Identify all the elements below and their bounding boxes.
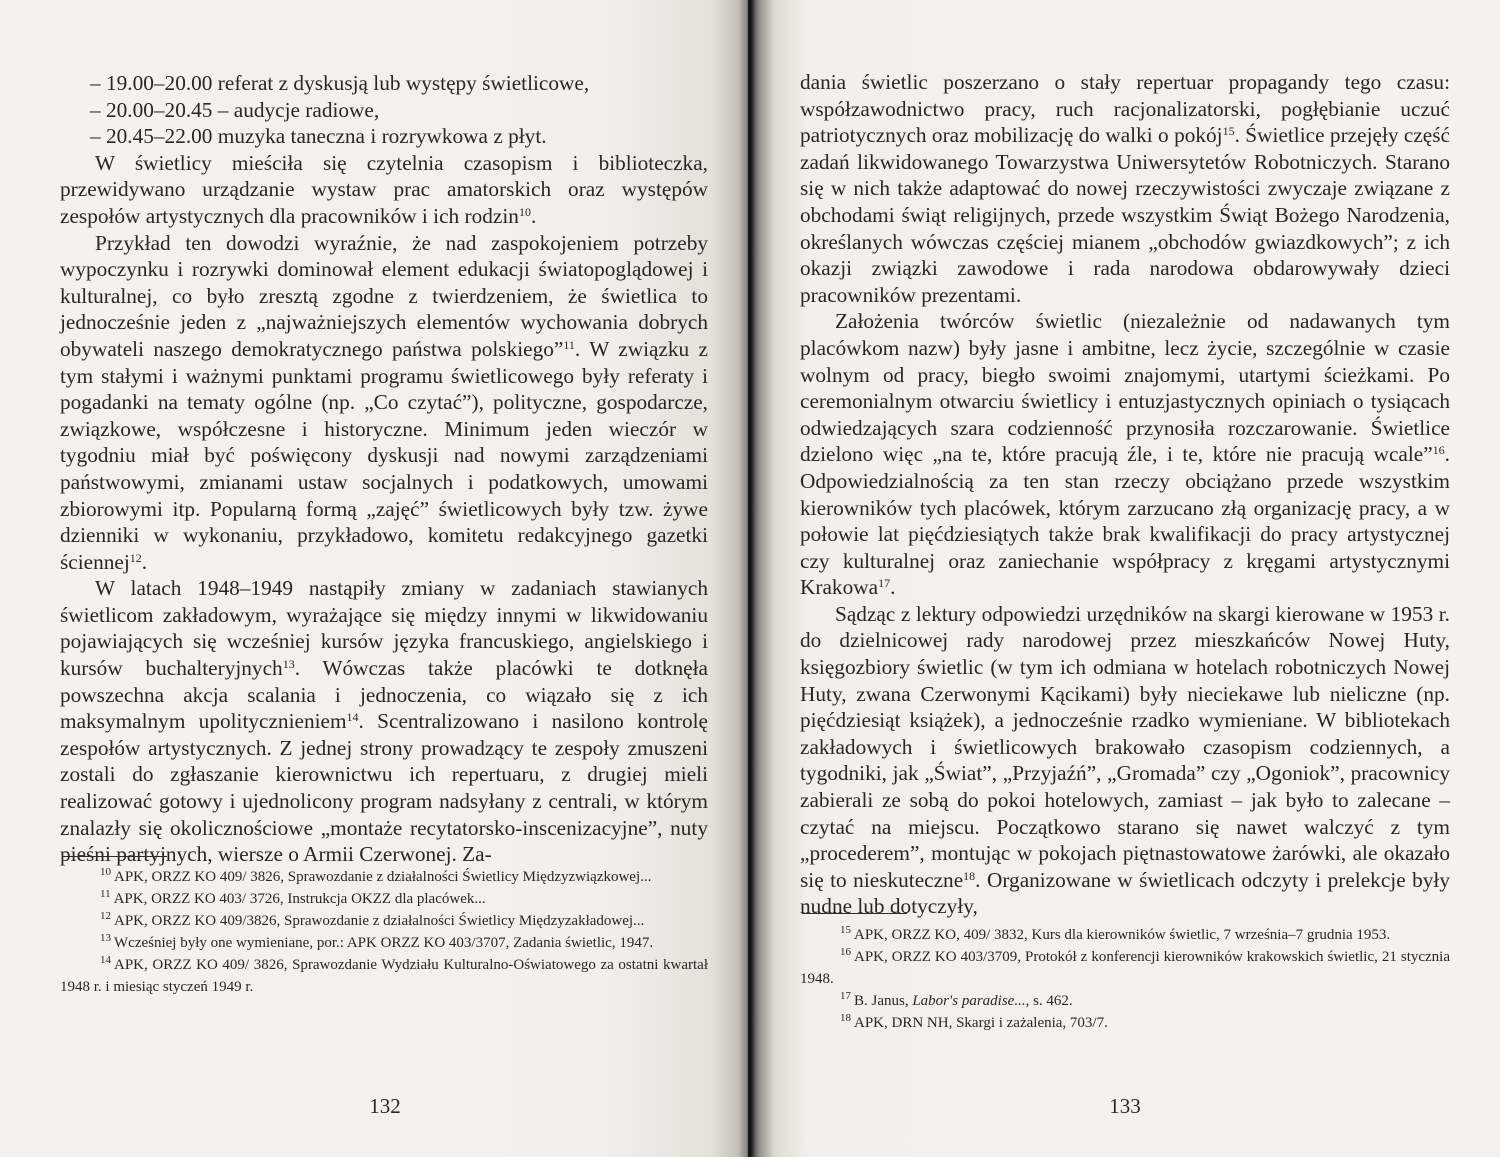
paragraph: Sądząc z lektury odpowiedzi urzędników na skargi kierowane w 1953 r. do dzielnicowej rady narodowej przez mieszkańców Nowej Huty, księgozbiory świetlic (w tym ich odmiana w hotelach robotniczych Nowej Huty, zwana Czerwonymi Kącikami) były nieciekawe lub nieliczne (np. pięćdziesiąt książek), a jednocześnie rzadko wymieniane. W bibliotekach zakładowych i świetlicowych brakowało czasopism codziennych, a tygodniki, jak „Świat”, „Przyjaźń”, „Gromada” czy „Ogoniok”, pracownicy zabierali ze sobą do pokoi hotelowych, zamiast – jak było to zalecane – czytać na miejscu. Początkowo starano się nawet walczyć z tym „procederem”, montując w pokojach piętnastowatowe żarówki, ale okazało się to nieskuteczne$^{18}$. Organizowane w świetlicach odczyty i prelekcje były nudne lub dotyczyły, xyxy=(800,601,1450,919)
paragraph: dania świetlic poszerzano o stały repertuar propagandy tego czasu: współzawodnictwo pracy, ruch racjonalizatorski, pogłębianie uczuć patriotycznych oraz mobilizację do walki o pokój$^{15}$. Świetlice przejęły część zadań likwidowanego Towarzystwa Uniwersytetów Robotniczych. Starano się w nich także adaptować do nowej rzeczywistości zwyczaje związane z obchodami świąt religijnych, przede wszystkim Świąt Bożego Narodzenia, określanych wówczas częściej mianem „obchodów gwiazdkowych”; z ich okazji związki zawodowe i rada narodowa obdarowywały dzieci pracowników prezentami. xyxy=(800,70,1450,307)
paragraph: Założenia twórców świetlic (niezależnie od nadawanych tym placówkom nazw) były jasne i ambitne, lecz życie, szczególnie w czasie wolnym od pracy, biegło swoimi znajomymi, utartymi ścieżkami. Po ceremonialnym otwarciu świetlicy i entuzjastycznych opiniach o tysiącach odwiedzających szara codzienność przynosiła rozczarowanie. Świetlice dzielono więc „na te, które pracują źle, i te, które nie pracują wcale”$^{16}$. Odpowiedzialnością za ten stan rzeczy obciążano przede wszystkim kierowników tych placówek, którym zarzucano złą organizację pracy, a w połowie lat pięćdziesiątych także brak kwalifikacji do pracy artystycznej czy kulturalnej oraz zaniechanie współpracy z kręgami artystycznymi Krakowa$^{17}$. xyxy=(800,309,1450,600)
footnote-ref: 11 xyxy=(563,337,575,352)
schedule-item: – 20.00–20.45 – audycje radiowe, xyxy=(90,97,380,122)
footnote-ref: 12 xyxy=(129,550,142,565)
book-title: Labor's paradise... xyxy=(912,993,1026,1009)
left-footnotes xyxy=(60,866,708,998)
footnote-ref: 17 xyxy=(878,576,891,591)
schedule-item: – 20.45–22.00 muzyka taneczna i rozrywkowa z płyt. xyxy=(90,124,547,149)
footnote: $^{18}$ APK, DRN NH, Skargi i zażalenia, 703/7. xyxy=(840,1012,1108,1031)
footnote: $^{12}$ APK, ORZZ KO 409/3826, Sprawozdanie z działalności Świetlicy Międzyzakładowej... xyxy=(100,910,645,929)
paragraph: Przykład ten dowodzi wyraźnie, że nad zaspokojeniem potrzeby wypoczynku i rozrywki dominował element edukacji światopoglądowej i kulturalnej, co było zresztą zgodne z twierdzeniem, że świetlica to jednocześnie jeden z „najważniejszych elementów wychowania dobrych obywateli naszego demokratycznego państwa polskiego”$^{11}$. W związku z tym stałymi i ważnymi punktami programu świetlicowego były referaty i pogadanki na tematy ogólne (np. „Co czytać”), polityczne, gospodarcze, związkowe, współczesne i historyczne. Minimum jeden wieczór w tygodniu miał być poświęcony dyskusji nad nowymi zarządzeniami państwowymi, zmianami ustaw socjalnych i podatkowych, umowami zbiorowymi itp. Popularną formą „zajęć” świetlicowych były tzw. żywe dzienniki w wykonaniu, przykładowo, komitetu redakcyjnego gazetki ściennej$^{12}$. xyxy=(60,230,708,574)
left-page xyxy=(0,0,748,1157)
footnote-ref: 13 xyxy=(282,657,295,672)
footnote: $^{16}$ APK, ORZZ KO 403/3709, Protokół z konferencji kierowników krakowskich świetlic, 21 stycznia 1948. xyxy=(800,946,1450,987)
footnote-ref: 10 xyxy=(518,204,531,219)
schedule-item: – 19.00–20.00 referat z dyskusją lub występy świetlicowe, xyxy=(90,71,590,95)
footnote-ref: 15 xyxy=(1222,124,1235,139)
footnote-ref: 18 xyxy=(963,868,976,883)
footnote-ref: 16 xyxy=(1432,443,1445,458)
footnote: $^{17}$ B. Janus, Labor's paradise..., s. 462. xyxy=(840,990,1073,1009)
left-body-text xyxy=(60,70,708,868)
footnote: $^{15}$ APK, ORZZ KO, 409/ 3832, Kurs dla kierowników świetlic, 7 września–7 grudnia 1953. xyxy=(840,924,1391,943)
footnote: $^{10}$ APK, ORZZ KO 409/ 3826, Sprawozdanie z działalności Świetlicy Międzyzwiązkowej... xyxy=(100,866,652,885)
footnote: $^{11}$ APK, ORZZ KO 403/ 3726, Instrukcja OKZZ dla placówek... xyxy=(100,888,486,907)
footnote: $^{14}$ APK, ORZZ KO 409/ 3826, Sprawozdanie Wydziału Kulturalno-Oświatowego za ostatni kwartał 1948 r. i miesiąc styczeń 1949 r. xyxy=(60,954,708,995)
right-footnotes xyxy=(800,924,1450,1034)
footnote-divider xyxy=(802,913,907,914)
page-number: 133 xyxy=(1109,1094,1141,1118)
right-body-text xyxy=(800,69,1450,920)
page-number: 132 xyxy=(369,1094,401,1118)
right-page xyxy=(748,0,1500,1157)
footnote-ref: 14 xyxy=(346,710,359,725)
footnote: $^{13}$ Wcześniej były one wymieniane, por.: APK ORZZ KO 403/3707, Zadania świetlic, 1947. xyxy=(100,932,654,951)
book-gutter xyxy=(738,0,760,1157)
paragraph: W latach 1948–1949 nastąpiły zmiany w zadaniach stawianych świetlicom zakładowym, wyrażające się między innymi w likwidowaniu pojawiających się wcześniej kursów języka francuskiego, angielskiego i kursów buchalteryjnych$^{13}$. Wówczas także placówki te dotknęła powszechna akcja scalania i jednoczenia, co wiązało się z ich maksymalnym upolitycznieniem$^{14}$. Scentralizowano i nasilono kontrolę zespołów artystycznych. Z jednej strony prowadzący te zespoły zmuszeni zostali do zgłaszanie kierownictwu ich repertuaru, z drugiej mieli realizować gotowy i ujednolicony program nadsyłany z centrali, w którym znalazły się okolicznościowe „montaże recytatorsko-inscenizacyjne”, nuty pieśni partyjnych, wiersze o Armii Czerwonej. Za- xyxy=(60,576,708,867)
paragraph: W świetlicy mieściła się czytelnia czasopism i biblioteczka, przewidywano urządzanie wystaw prac amatorskich oraz występów zespołów artystycznych dla pracowników i ich rodzin$^{10}$. xyxy=(60,150,708,228)
footnote-divider xyxy=(62,856,167,857)
